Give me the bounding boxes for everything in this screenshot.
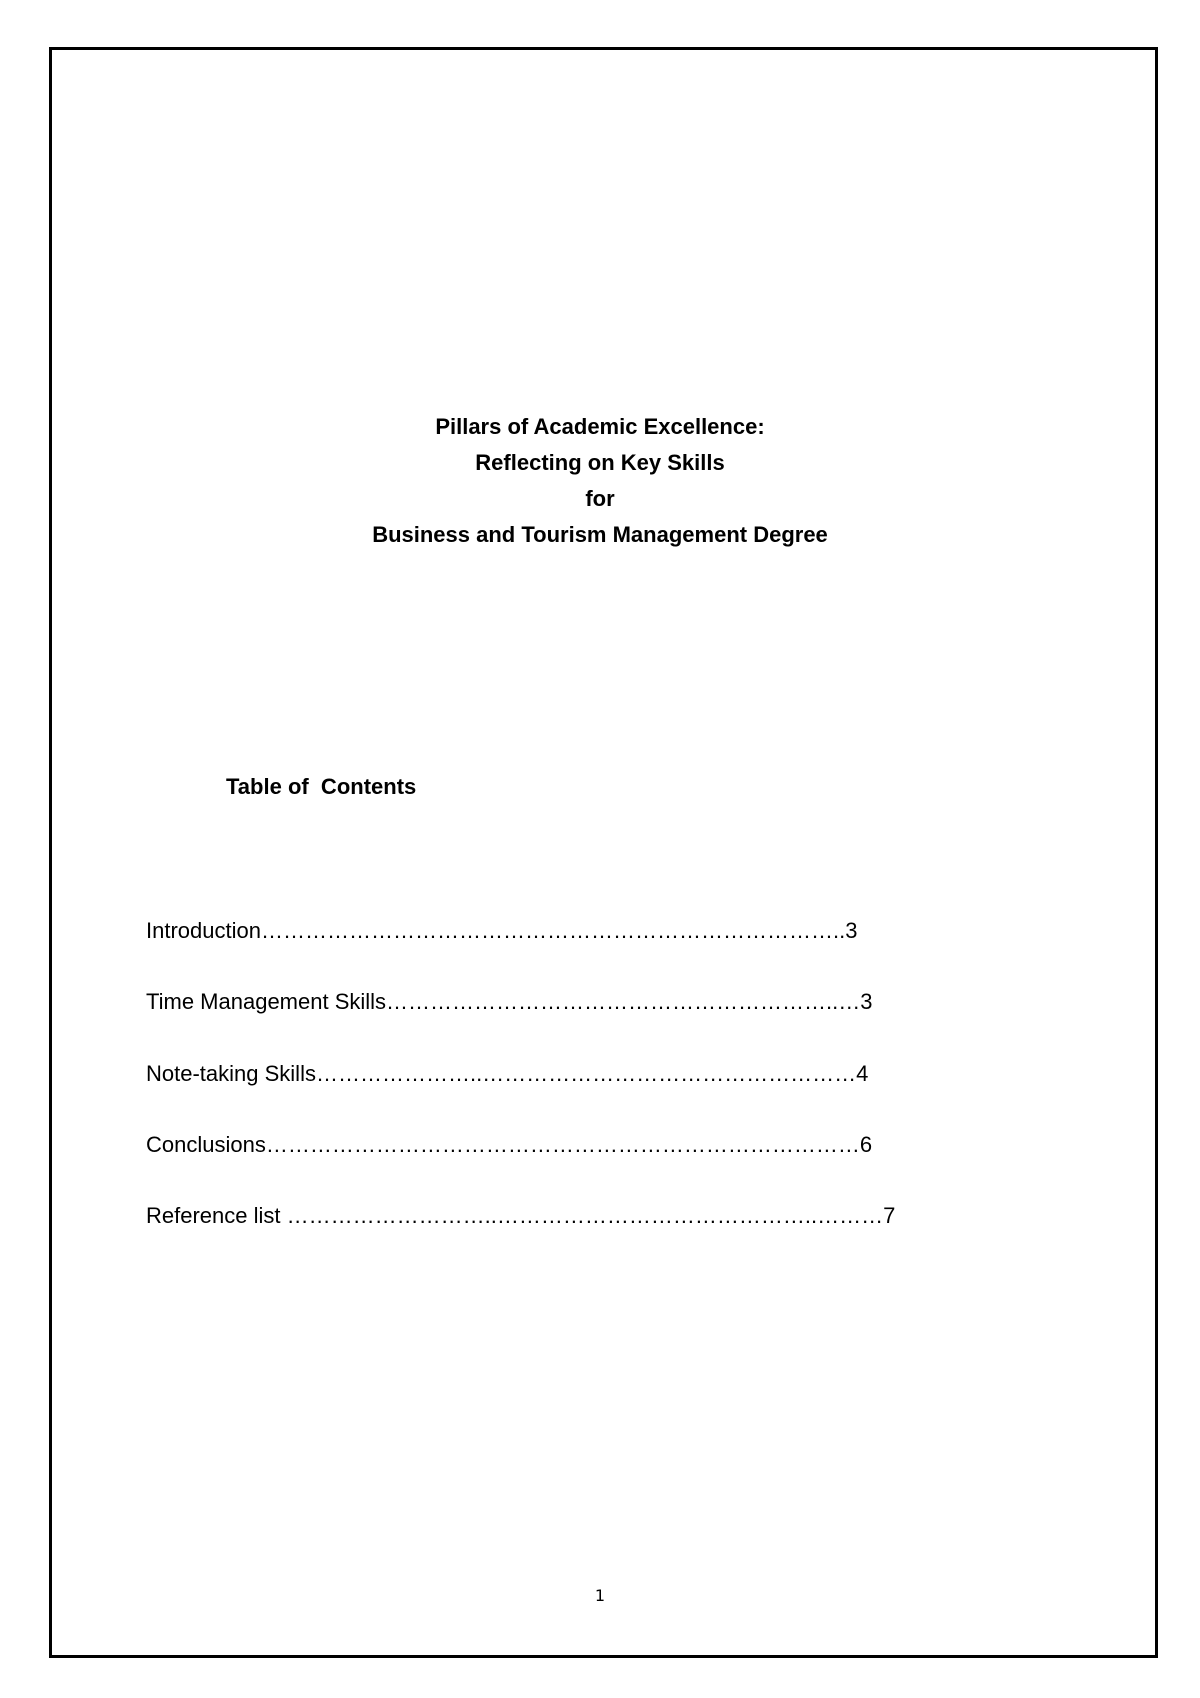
toc-heading: Table of Contents [226, 774, 417, 799]
title-line-3: for [585, 486, 615, 511]
document-title [0, 409, 1200, 553]
toc-entry-reference-list: Reference list ………………………..……………………………………..………7 [146, 1203, 896, 1228]
title-line-1: Pillars of Academic Excellence: [435, 414, 765, 439]
title-line-4: Business and Tourism Management Degree [372, 522, 828, 547]
toc-entry-conclusions: Conclusions………………………………………………………………………6 [146, 1132, 873, 1157]
toc-entry-time-management: Time Management Skills……………………………………………………..…3 [146, 989, 873, 1014]
title-line-2: Reflecting on Key Skills [475, 450, 725, 475]
page-number: 1 [594, 1586, 606, 1605]
toc-entry-introduction: Introduction……………………………………………………………………..3 [146, 918, 858, 943]
toc-entry-note-taking: Note-taking Skills…………………..……………………………………………4 [146, 1061, 869, 1086]
page-border [49, 47, 1158, 1658]
